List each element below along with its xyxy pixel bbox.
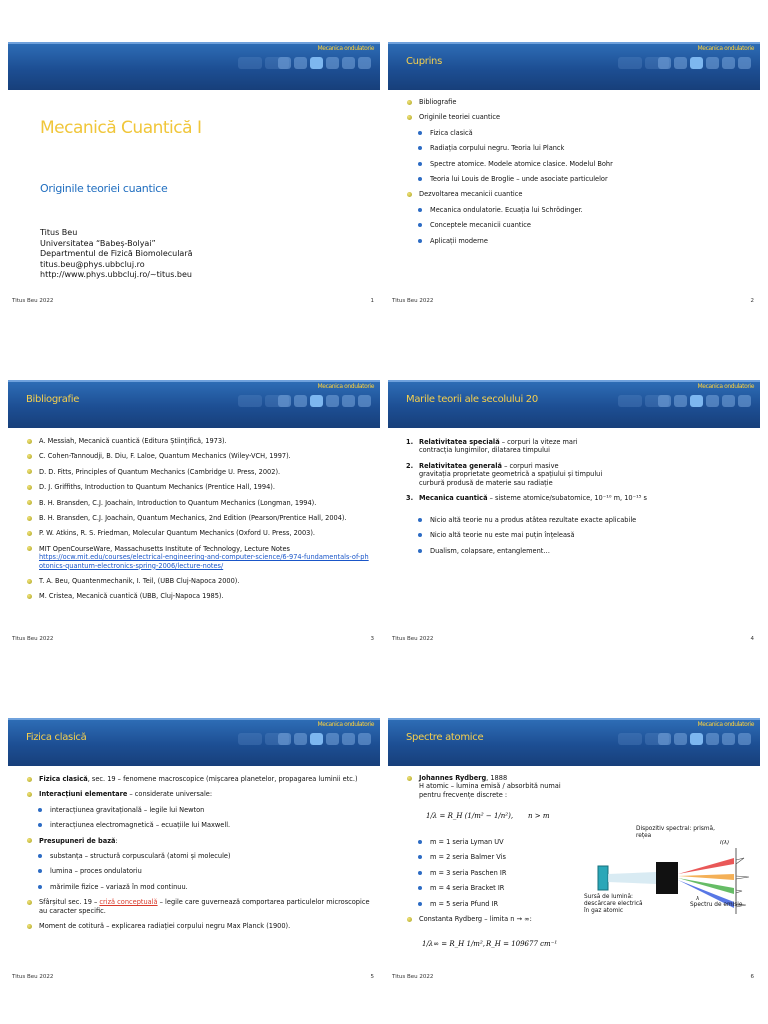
series-list — [406, 838, 596, 930]
deck-title: Mecanică Cuantică I — [40, 118, 202, 138]
list-item: P. W. Atkins, R. S. Friedman, Molecular Quantum Mechanics (Oxford U. Press, 2003). — [26, 529, 371, 537]
list-item: Teoria lui Louis de Broglie – unde asociate particulelor — [406, 175, 751, 183]
slide-banner — [388, 42, 760, 90]
source-label: Sursă de lumină: descărcare electrică în gaz atomic — [584, 894, 643, 914]
list-item — [26, 775, 371, 783]
slide-footer: Titus Beu 2022 — [12, 974, 54, 980]
author-block — [40, 228, 193, 281]
light-beam — [608, 872, 656, 884]
list-item: m = 2 seria Balmer Vis — [406, 853, 596, 861]
list-item — [26, 545, 371, 570]
list-item: B. H. Bransden, C.J. Joachain, Introduction to Quantum Mechanics (Longman, 1994). — [26, 499, 371, 507]
slide-footer: Titus Beu 2022 — [392, 636, 434, 642]
device-label: Dispozitiv spectral: prismă, rețea — [636, 826, 715, 839]
theory-desc: – corpuri masive — [501, 461, 559, 470]
list-item: Originile teoriei cuantice — [406, 113, 751, 121]
list-item: B. H. Bransden, C.J. Joachain, Quantum Mechanics, 2nd Edition (Pearson/Prentice Hall, 2004). — [26, 514, 371, 522]
theories-list — [406, 438, 751, 509]
nav-dots — [658, 733, 751, 745]
slide-2[interactable] — [388, 42, 760, 310]
header-label: Mecanica ondulatorie — [697, 383, 754, 390]
header-label: Mecanica ondulatorie — [317, 383, 374, 390]
crisis-pre: Sfârșitul sec. 19 – — [39, 898, 100, 907]
author-email: titus.beu@phys.ubbcluj.ro — [40, 259, 145, 269]
author-name: Titus Beu — [40, 228, 78, 237]
theory-detail: contracția lungimilor, dilatarea timpului — [419, 446, 550, 455]
slide-title: Cuprins — [406, 56, 443, 67]
slide-title: Marile teorii ale secolului 20 — [406, 394, 538, 405]
list-item: A. Messiah, Mecanică cuantică (Editura Științifică, 1973). — [26, 437, 371, 445]
term: Fizica clasică — [39, 775, 88, 783]
list-item: Radiația corpului negru. Teoria lui Planck — [406, 144, 751, 152]
theory-detail: gravitația proprietate geometrică a spațiului și timpului — [419, 470, 603, 479]
slide-banner — [8, 718, 380, 766]
list-item: mărimile fizice – variază în mod continuu. — [26, 883, 371, 891]
light-source — [598, 866, 608, 890]
header-label: Mecanica ondulatorie — [317, 45, 374, 52]
list-item: m = 1 seria Lyman UV — [406, 838, 596, 846]
list-item: m = 5 seria Pfund IR — [406, 900, 596, 908]
term-detail: H atomic – lumina emisă / absorbită numai — [419, 782, 561, 791]
theory-item — [406, 494, 751, 502]
author-url: http://www.phys.ubbcluj.ro/~titus.beu — [40, 270, 192, 279]
list-item: Mecanica ondulatorie. Ecuația lui Schrödinger. — [406, 206, 751, 214]
term-desc: : — [115, 836, 118, 845]
list-item: Fizica clasică — [406, 129, 751, 137]
intensity-label: I(λ) — [720, 840, 730, 846]
classical-physics-list — [26, 775, 371, 937]
page-number: 6 — [750, 974, 754, 980]
slide-title: Spectre atomice — [406, 732, 484, 743]
list-item: lumina – proces ondulatoriu — [26, 867, 371, 875]
list-item: T. A. Beu, Quantenmechanik, I. Teil, (UBB Cluj-Napoca 2000). — [26, 577, 371, 585]
wavelength-label: λ — [696, 896, 700, 902]
term: Interacțiuni elementare — [39, 790, 128, 799]
slide-6[interactable] — [388, 718, 760, 986]
slide-title: Fizica clasică — [26, 732, 87, 743]
quantum-notes — [406, 516, 751, 562]
nav-dots — [278, 395, 371, 407]
list-item: substanța – structură corpusculară (atomi și molecule) — [26, 852, 371, 860]
limit-formula: 1/λ∞ = R_H 1/m², — [422, 940, 485, 948]
list-item: M. Cristea, Mecanică cuantică (UBB, Cluj-Napoca 1985). — [26, 592, 371, 600]
list-item: Constanta Rydberg – limita n → ∞: — [406, 915, 596, 923]
theory-desc: – sisteme atomice/subatomice, 10⁻¹⁰ m, 10⁻¹⁵ s — [487, 494, 647, 503]
header-label: Mecanica ondulatorie — [317, 721, 374, 728]
nav-dots — [278, 733, 371, 745]
emission-profile — [736, 858, 749, 907]
list-item: D. J. Griffiths, Introduction to Quantum Mechanics (Prentice Hall, 1994). — [26, 483, 371, 491]
theory-item — [406, 438, 751, 455]
slide-title: Bibliografie — [26, 394, 80, 405]
header-label: Mecanica ondulatorie — [697, 721, 754, 728]
theory-name: Mecanica cuantică — [419, 494, 488, 503]
list-item — [26, 837, 371, 845]
slide-3[interactable] — [8, 380, 380, 648]
slide-5[interactable] — [8, 718, 380, 986]
list-item — [406, 774, 596, 799]
term: Presupuneri de bază — [39, 836, 116, 845]
crisis-post: – legile care guvernează comportarea particulelor microscopice au caracter specific. — [39, 898, 370, 915]
prism — [656, 862, 678, 894]
ray-orange — [678, 874, 734, 880]
list-item: Conceptele mecanicii cuantice — [406, 221, 751, 229]
theory-item — [406, 462, 751, 487]
emission-label: Spectru de emisie — [690, 902, 743, 908]
nav-dots — [658, 57, 751, 69]
rydberg-condition: n > m — [528, 812, 550, 820]
slide-banner — [8, 380, 380, 428]
page-number: 5 — [370, 974, 374, 980]
list-item: Spectre atomice. Modele atomice clasice. Modelul Bohr — [406, 160, 751, 168]
author-university: Universitatea “Babeș-Bolyai” — [40, 238, 156, 248]
list-item: D. D. Fitts, Principles of Quantum Mechanics (Cambridge U. Press, 2002). — [26, 468, 371, 476]
spectra-list — [406, 774, 596, 806]
mit-text: MIT OpenCourseWare, Massachusetts Institute of Technology, Lecture Notes — [39, 544, 290, 553]
contents-list — [406, 98, 751, 252]
item-number: 2. — [406, 461, 414, 470]
list-item: Aplicații moderne — [406, 237, 751, 245]
slide-banner — [388, 380, 760, 428]
list-item: C. Cohen-Tannoudji, B. Diu, F. Laloe, Quantum Mechanics (Wiley-VCH, 1997). — [26, 452, 371, 460]
bibliography-list — [26, 437, 371, 608]
list-item: Dezvoltarea mecanicii cuantice — [406, 190, 751, 198]
item-number: 1. — [406, 438, 414, 446]
term: Johannes Rydberg — [419, 774, 487, 782]
list-item: interacțiunea gravitațională – legile lui Newton — [26, 806, 371, 814]
slide-banner — [388, 718, 760, 766]
nav-dots — [278, 57, 371, 69]
page-number: 3 — [370, 636, 374, 642]
list-item — [26, 790, 371, 798]
list-item: Nicio altă teorie nu este mai puțin înțeleasă — [406, 531, 751, 539]
rydberg-constant: R_H = 109677 cm⁻¹ — [486, 940, 558, 948]
slide-footer: Titus Beu 2022 — [392, 298, 434, 304]
deck-subtitle: Originile teoriei cuantice — [40, 182, 168, 195]
slide-footer: Titus Beu 2022 — [392, 974, 434, 980]
list-item: Bibliografie — [406, 98, 751, 106]
slide-footer: Titus Beu 2022 — [12, 636, 54, 642]
term-desc: , 1888 — [486, 774, 508, 782]
term-desc: – considerate universale: — [127, 790, 213, 799]
list-item: m = 4 seria Bracket IR — [406, 884, 596, 892]
list-item: interacțiunea electromagnetică – ecuațiile lui Maxwell. — [26, 821, 371, 829]
rydberg-formula: 1/λ = R_H (1/m² − 1/n²), — [426, 812, 514, 820]
list-item: Dualism, colapsare, entanglement… — [406, 547, 751, 555]
page-number: 4 — [750, 636, 754, 642]
ray-red — [678, 858, 734, 874]
theory-name: Relativitatea generală — [419, 461, 502, 470]
slide-1[interactable] — [8, 42, 380, 310]
term-detail: pentru frecvențe discrete : — [419, 790, 508, 799]
list-item: m = 3 seria Paschen IR — [406, 869, 596, 877]
slide-banner — [8, 42, 380, 90]
header-label: Mecanica ondulatorie — [697, 45, 754, 52]
page-number: 1 — [370, 298, 374, 304]
slide-4[interactable] — [388, 380, 760, 648]
theory-name: Relativitatea specială — [419, 438, 500, 446]
theory-detail: curbură produsă de materie sau radiație — [419, 478, 553, 487]
mit-link[interactable]: https://ocw.mit.edu/courses/electrical-engineering-and-computer-science/6-974-fundamentals-of-photonics-quantum-electronics-spring-2006/lecture-notes/ — [39, 553, 369, 570]
slide-footer: Titus Beu 2022 — [12, 298, 54, 304]
nav-dots — [658, 395, 751, 407]
author-department: Departmentul de Fizică Biomoleculară — [40, 249, 193, 258]
item-number: 3. — [406, 494, 414, 503]
crisis-highlight: criză conceptuală — [99, 898, 158, 907]
page-number: 2 — [750, 298, 754, 304]
list-item: Moment de cotitură – explicarea radiației corpului negru Max Planck (1900). — [26, 922, 371, 930]
theory-desc: – corpuri la viteze mari — [499, 438, 578, 446]
term-desc: , sec. 19 – fenomene macroscopice (mișcarea planetelor, propagarea luminii etc.) — [87, 775, 358, 783]
list-item — [26, 898, 371, 915]
list-item: Nicio altă teorie nu a produs atâtea rezultate exacte aplicabile — [406, 516, 751, 524]
